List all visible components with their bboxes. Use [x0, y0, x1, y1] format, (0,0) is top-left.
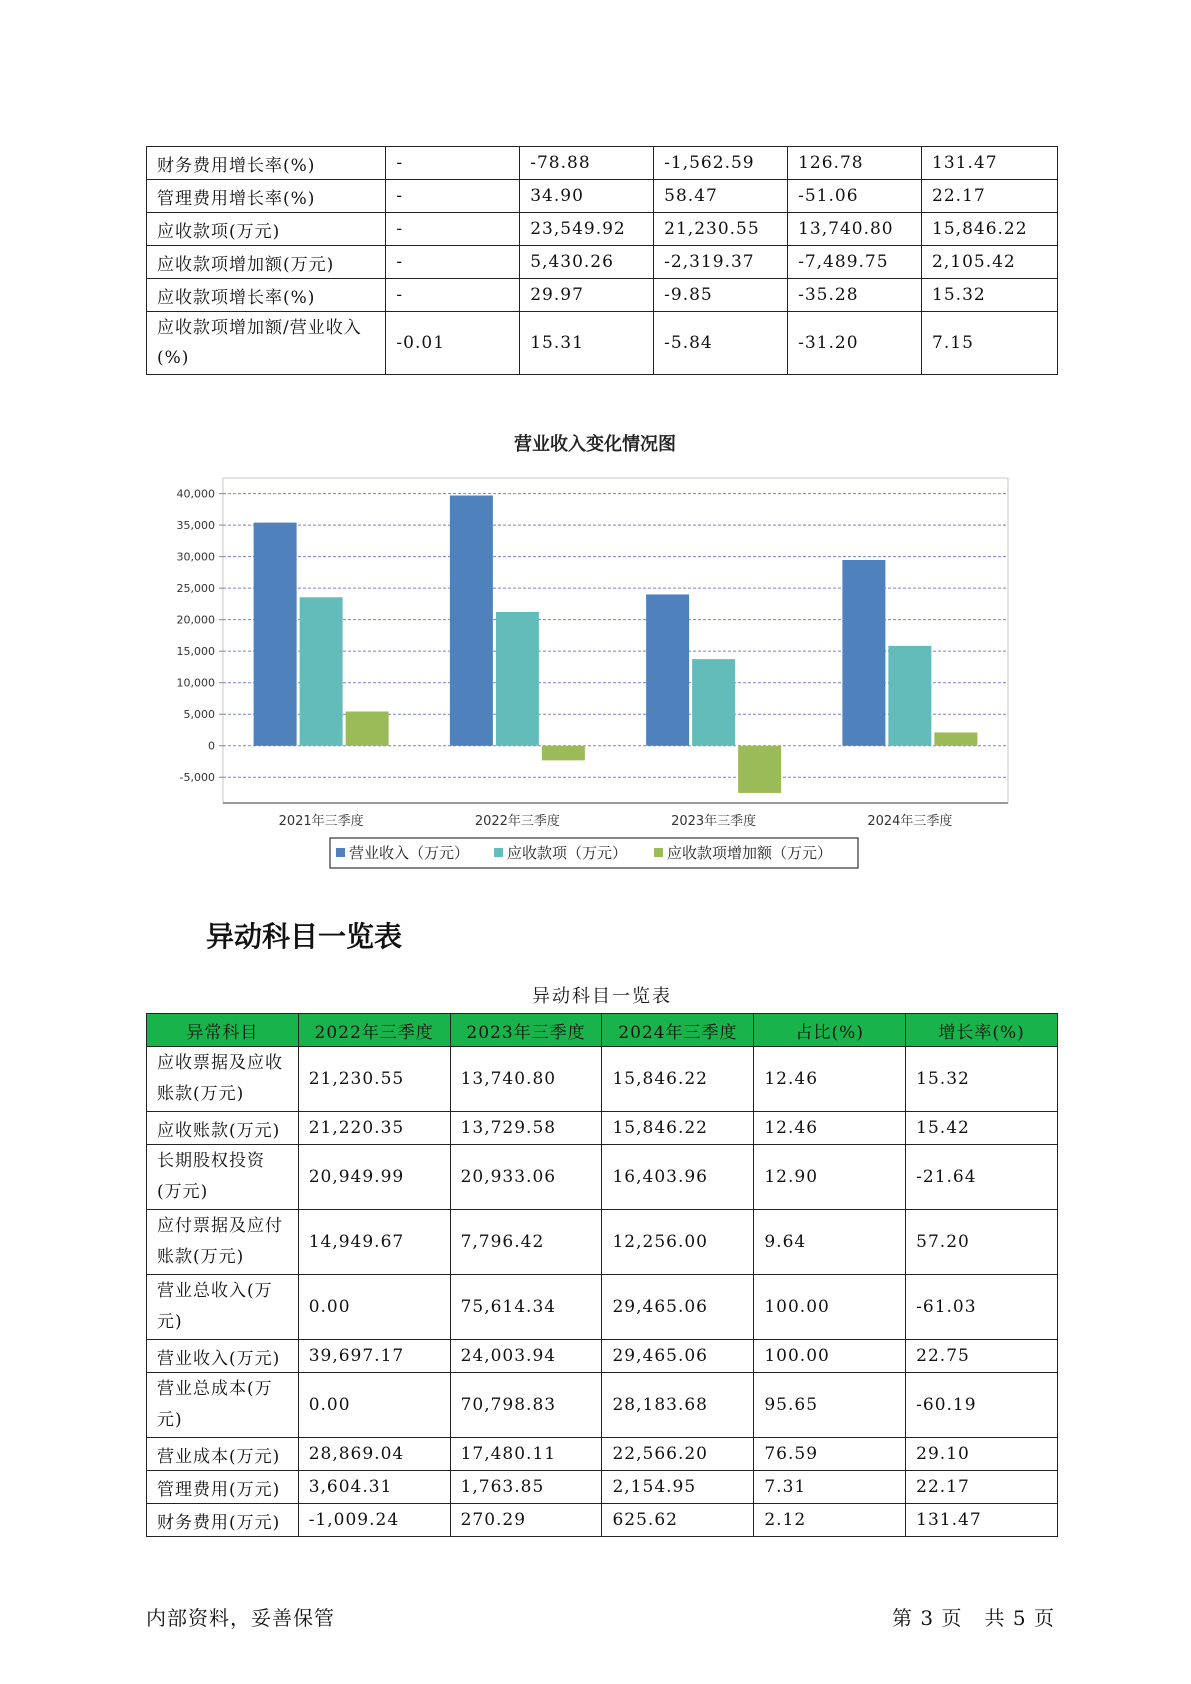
bar	[496, 612, 539, 746]
revenue-bar-chart	[160, 430, 1030, 880]
cell: -	[386, 246, 520, 279]
cell: 24,003.94	[450, 1340, 602, 1373]
bar	[542, 746, 585, 761]
cell: 76.59	[754, 1438, 906, 1471]
table-row	[147, 147, 1058, 180]
cell: 2,154.95	[602, 1471, 754, 1504]
cell: 13,740.80	[450, 1047, 602, 1112]
row-label: 应收款项增加额/营业收入(%)	[147, 312, 386, 375]
cell: 16,403.96	[602, 1145, 754, 1210]
table-row	[147, 246, 1058, 279]
row-label: 管理费用(万元)	[147, 1471, 299, 1504]
cell: 34.90	[520, 180, 654, 213]
cell: -9.85	[654, 279, 788, 312]
cell: 15.32	[922, 279, 1058, 312]
bar	[692, 659, 735, 746]
footer-page-number: 第 3 页 共 5 页	[892, 1606, 1055, 1630]
cell: 15,846.22	[602, 1112, 754, 1145]
cell: 100.00	[754, 1340, 906, 1373]
legend-swatch	[336, 848, 345, 857]
cell: 0.00	[298, 1275, 450, 1340]
table-row	[147, 1210, 1058, 1275]
y-tick-label: -5,000	[179, 771, 215, 785]
cell: -	[386, 279, 520, 312]
cell: -	[386, 180, 520, 213]
cell: -7,489.75	[788, 246, 922, 279]
row-label: 管理费用增长率(%)	[147, 180, 386, 213]
cell: -35.28	[788, 279, 922, 312]
section-heading: 异动科目一览表	[206, 920, 403, 953]
bar	[738, 746, 781, 793]
table-row	[147, 1373, 1058, 1438]
cell: 70,798.83	[450, 1373, 602, 1438]
bar	[346, 712, 389, 746]
financial-metrics-table	[146, 146, 1058, 375]
cell: 39,697.17	[298, 1340, 450, 1373]
row-label: 营业收入(万元)	[147, 1340, 299, 1373]
x-tick-label: 2021年三季度	[278, 814, 364, 829]
table-row	[147, 312, 1058, 375]
cell: 15.42	[906, 1112, 1058, 1145]
cell: -60.19	[906, 1373, 1058, 1438]
table-row	[147, 1504, 1058, 1537]
cell: 1,763.85	[450, 1471, 602, 1504]
cell: 12.46	[754, 1047, 906, 1112]
chart-title: 营业收入变化情况图	[514, 434, 676, 455]
cell: 28,869.04	[298, 1438, 450, 1471]
cell: -	[386, 213, 520, 246]
y-tick-label: 15,000	[176, 645, 215, 659]
y-tick-label: 20,000	[176, 613, 215, 627]
cell: 21,220.35	[298, 1112, 450, 1145]
legend-swatch	[654, 848, 663, 857]
cell: 7,796.42	[450, 1210, 602, 1275]
row-label: 营业总成本(万元)	[147, 1373, 299, 1438]
row-label: 财务费用(万元)	[147, 1504, 299, 1537]
table-row	[147, 1112, 1058, 1145]
cell: -2,319.37	[654, 246, 788, 279]
cell: 58.47	[654, 180, 788, 213]
cell: 126.78	[788, 147, 922, 180]
cell: 29,465.06	[602, 1340, 754, 1373]
cell: -31.20	[788, 312, 922, 375]
legend-label: 应收款项（万元）	[507, 844, 628, 862]
cell: 15,846.22	[922, 213, 1058, 246]
footer-confidential-note: 内部资料，妥善保管	[146, 1606, 335, 1630]
cell: 20,933.06	[450, 1145, 602, 1210]
table-row	[147, 279, 1058, 312]
cell: -78.88	[520, 147, 654, 180]
bar	[254, 523, 297, 746]
table-row	[147, 213, 1058, 246]
row-label: 应收款项增加额(万元)	[147, 246, 386, 279]
y-tick-label: 40,000	[176, 487, 215, 501]
x-tick-label: 2022年三季度	[474, 814, 560, 829]
cell: 9.64	[754, 1210, 906, 1275]
x-tick-label: 2023年三季度	[671, 814, 757, 829]
cell: 15,846.22	[602, 1047, 754, 1112]
cell: 29,465.06	[602, 1275, 754, 1340]
cell: 625.62	[602, 1504, 754, 1537]
cell: -1,562.59	[654, 147, 788, 180]
revenue-chart	[160, 430, 1030, 880]
cell: 14,949.67	[298, 1210, 450, 1275]
column-header: 占比(%)	[754, 1014, 906, 1047]
cell: 21,230.55	[298, 1047, 450, 1112]
cell: 23,549.92	[520, 213, 654, 246]
y-tick-label: 0	[208, 739, 215, 753]
bar	[300, 597, 343, 745]
cell: 21,230.55	[654, 213, 788, 246]
row-label: 应收票据及应收账款(万元)	[147, 1047, 299, 1112]
table-row	[147, 1145, 1058, 1210]
table-row	[147, 1340, 1058, 1373]
cell: -0.01	[386, 312, 520, 375]
cell: 5,430.26	[520, 246, 654, 279]
cell: 15.32	[906, 1047, 1058, 1112]
cell: 22.75	[906, 1340, 1058, 1373]
cell: -51.06	[788, 180, 922, 213]
cell: 57.20	[906, 1210, 1058, 1275]
cell: -	[386, 147, 520, 180]
row-label: 应收账款(万元)	[147, 1112, 299, 1145]
column-header: 2023年三季度	[450, 1014, 602, 1047]
bar	[450, 496, 493, 746]
row-label: 营业总收入(万元)	[147, 1275, 299, 1340]
y-tick-label: 5,000	[183, 708, 215, 722]
cell: -1,009.24	[298, 1504, 450, 1537]
anomaly-items-table	[146, 1013, 1058, 1537]
cell: 17,480.11	[450, 1438, 602, 1471]
cell: 12,256.00	[602, 1210, 754, 1275]
cell: 7.31	[754, 1471, 906, 1504]
cell: 22.17	[906, 1471, 1058, 1504]
row-label: 应收款项(万元)	[147, 213, 386, 246]
bar	[934, 732, 977, 745]
cell: 2.12	[754, 1504, 906, 1537]
legend-label: 应收款项增加额（万元）	[667, 844, 833, 862]
y-tick-label: 10,000	[176, 676, 215, 690]
y-tick-label: 35,000	[176, 519, 215, 533]
cell: 131.47	[906, 1504, 1058, 1537]
bar	[842, 560, 885, 746]
cell: -61.03	[906, 1275, 1058, 1340]
row-label: 应付票据及应付账款(万元)	[147, 1210, 299, 1275]
table-row	[147, 1275, 1058, 1340]
cell: 22.17	[922, 180, 1058, 213]
cell: -21.64	[906, 1145, 1058, 1210]
cell: 7.15	[922, 312, 1058, 375]
cell: 29.97	[520, 279, 654, 312]
cell: 95.65	[754, 1373, 906, 1438]
column-header: 2024年三季度	[602, 1014, 754, 1047]
cell: 3,604.31	[298, 1471, 450, 1504]
table-header-row	[147, 1014, 1058, 1047]
table-row	[147, 1438, 1058, 1471]
table-row	[147, 180, 1058, 213]
row-label: 应收款项增长率(%)	[147, 279, 386, 312]
row-label: 营业成本(万元)	[147, 1438, 299, 1471]
cell: 29.10	[906, 1438, 1058, 1471]
column-header: 增长率(%)	[906, 1014, 1058, 1047]
cell: 0.00	[298, 1373, 450, 1438]
cell: 20,949.99	[298, 1145, 450, 1210]
table-caption: 异动科目一览表	[532, 986, 672, 1007]
cell: 2,105.42	[922, 246, 1058, 279]
bar	[646, 594, 689, 745]
cell: 13,729.58	[450, 1112, 602, 1145]
column-header: 异常科目	[147, 1014, 299, 1047]
x-tick-label: 2024年三季度	[867, 814, 953, 829]
cell: 100.00	[754, 1275, 906, 1340]
cell: 12.46	[754, 1112, 906, 1145]
cell: 13,740.80	[788, 213, 922, 246]
cell: -5.84	[654, 312, 788, 375]
y-tick-label: 30,000	[176, 550, 215, 564]
cell: 22,566.20	[602, 1438, 754, 1471]
cell: 270.29	[450, 1504, 602, 1537]
row-label: 长期股权投资(万元)	[147, 1145, 299, 1210]
table-row	[147, 1047, 1058, 1112]
row-label: 财务费用增长率(%)	[147, 147, 386, 180]
table-row	[147, 1471, 1058, 1504]
cell: 15.31	[520, 312, 654, 375]
legend-label: 营业收入（万元）	[349, 844, 470, 862]
bar	[888, 646, 931, 746]
column-header: 2022年三季度	[298, 1014, 450, 1047]
cell: 131.47	[922, 147, 1058, 180]
cell: 12.90	[754, 1145, 906, 1210]
cell: 75,614.34	[450, 1275, 602, 1340]
legend-swatch	[494, 848, 503, 857]
y-tick-label: 25,000	[176, 582, 215, 596]
cell: 28,183.68	[602, 1373, 754, 1438]
